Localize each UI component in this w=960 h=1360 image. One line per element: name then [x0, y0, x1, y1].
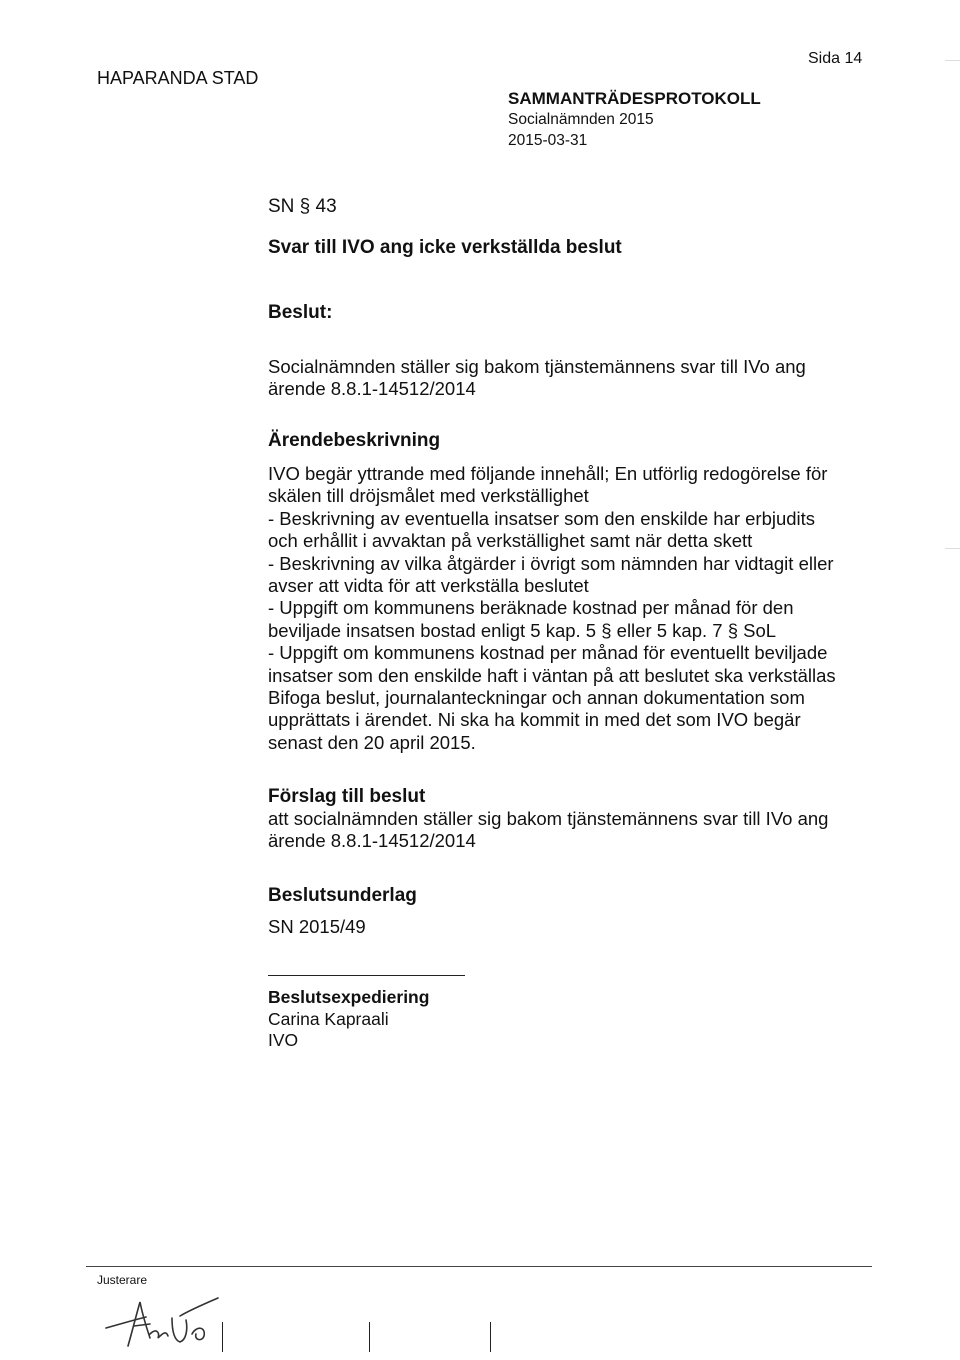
organization-name: HAPARANDA STAD [97, 68, 259, 88]
scan-edge-mark [945, 60, 960, 61]
beslutsunderlag-text: SN 2015/49 [268, 916, 366, 937]
recipient: Carina Kapraali [268, 1009, 389, 1029]
section-title: Svar till IVO ang icke verkställda beslut [268, 237, 622, 258]
divider-line [268, 975, 465, 976]
arendebeskrivning-text: IVO begär yttrande med följande innehåll; En utförlig redogörelse för skälen till dröjsmålet med verkställighet - Beskrivning av eventuella insatser som den enskilde har erbjudits och erhållit i avvaktan på verkställighet samt när detta skett - Beskrivning av vilka åtgärder i övrigt som nämnden har vidtagit eller avser att vidta för att verkställa beslutet - Uppgift om kommunens beräknade kostnad per månad för den beviljade insatsen bostad enligt 5 kap. 5 § eller 5 kap. 7 § SoL - Uppgift om kommunens kostnad per månad för eventuellt beviljade insatser som den enskilde haft i väntan på att beslutet ska verkställas Bifoga beslut, journalanteckningar och annan dokumentation som upprättats i ärendet. Ni ska ha kommit in med det som IVO begär senast den 20 april 2015. [268, 463, 836, 753]
protocol-title: SAMMANTRÄDESPROTOKOLL [508, 89, 761, 108]
beslutsunderlag-heading: Beslutsunderlag [268, 885, 417, 906]
forslag-heading: Förslag till beslut [268, 786, 426, 807]
section-number: SN § 43 [268, 196, 337, 217]
signature-tick [222, 1322, 223, 1352]
signature-tick [490, 1322, 491, 1352]
meeting-date: 2015-03-31 [508, 132, 588, 149]
scan-edge-mark [945, 548, 960, 549]
beslut-text: Socialnämnden ställer sig bakom tjänstemännens svar till IVo ang ärende 8.8.1-14512/2014 [268, 356, 806, 400]
page-number: Sida 14 [808, 50, 863, 67]
forslag-text: att socialnämnden ställer sig bakom tjänstemännens svar till IVo ang ärende 8.8.1-14512/2014 [268, 808, 829, 852]
recipient: IVO [268, 1030, 299, 1050]
protocol-header [508, 88, 761, 151]
beslutsexpediering-list [268, 1009, 888, 1051]
signature-tick [369, 1322, 370, 1352]
arendebeskrivning-heading: Ärendebeskrivning [268, 430, 441, 451]
justerare-label: Justerare [97, 1273, 148, 1287]
committee-name: Socialnämnden 2015 [508, 111, 654, 128]
signature [100, 1290, 230, 1350]
beslut-heading: Beslut: [268, 302, 333, 323]
footer-rule [86, 1266, 872, 1267]
beslutsexpediering-heading: Beslutsexpediering [268, 987, 430, 1007]
